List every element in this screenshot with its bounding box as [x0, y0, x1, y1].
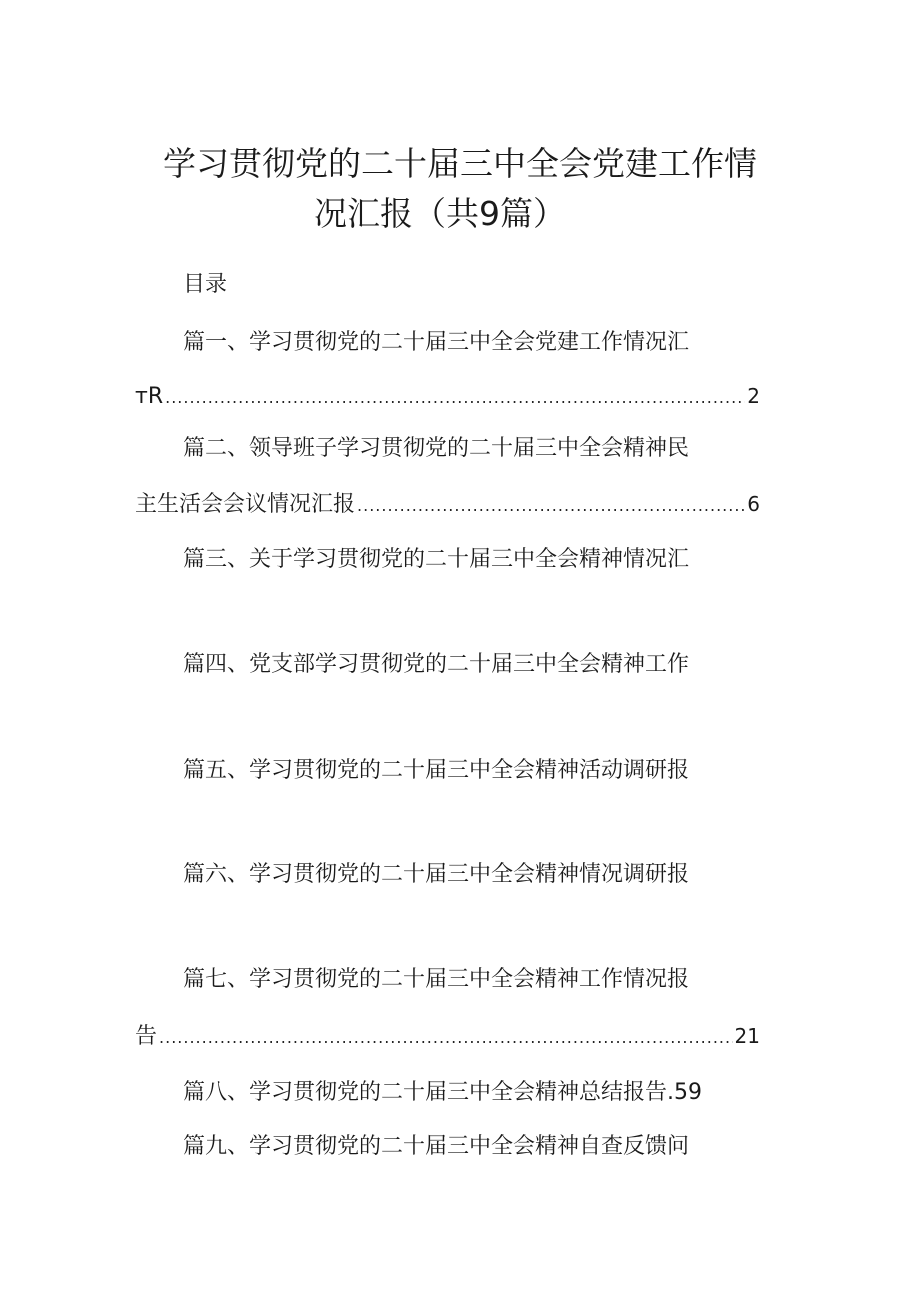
document-title-line-2: 况汇报（共9篇） — [314, 194, 566, 233]
toc-item-3[interactable]: 篇三、关于学习贯彻党的二十届三中全会精神情况汇 — [183, 547, 690, 572]
toc-leader-dots — [159, 1023, 733, 1053]
toc-item-1[interactable]: 篇一、学习贯彻党的二十届三中全会党建工作情况汇 — [183, 330, 690, 355]
toc-item-1-cont-text: тR — [135, 384, 164, 409]
toc-item-6[interactable]: 篇六、学习贯彻党的二十届三中全会精神情况调研报 — [183, 862, 690, 887]
toc-item-7-continuation[interactable] — [135, 1021, 760, 1053]
toc-item-2[interactable]: 篇二、领导班子学习贯彻党的二十届三中全会精神民 — [183, 436, 690, 461]
toc-item-2-cont-text: 主生活会会议情况汇报 — [135, 492, 356, 517]
document-title-line-1: 学习贯彻党的二十届三中全会党建工作情 — [163, 144, 757, 183]
toc-item-8[interactable]: 篇八、学习贯彻党的二十届三中全会精神总结报告.59 — [183, 1080, 702, 1105]
toc-item-7-page: 21 — [734, 1024, 760, 1048]
toc-item-5[interactable]: 篇五、学习贯彻党的二十届三中全会精神活动调研报 — [183, 758, 690, 783]
toc-leader-dots — [357, 491, 745, 521]
toc-item-4[interactable]: 篇四、党支部学习贯彻党的二十届三中全会精神工作 — [183, 652, 690, 677]
toc-item-9[interactable]: 篇九、学习贯彻党的二十届三中全会精神自查反馈问 — [183, 1134, 690, 1159]
toc-leader-dots — [165, 383, 745, 413]
toc-item-7-cont-text: 告 — [135, 1024, 158, 1049]
toc-item-1-page: 2 — [747, 384, 760, 408]
toc-item-7[interactable]: 篇七、学习贯彻党的二十届三中全会精神工作情况报 — [183, 967, 690, 992]
toc-item-2-continuation[interactable] — [135, 489, 760, 521]
toc-heading: 目录 — [183, 272, 228, 297]
toc-item-2-page: 6 — [747, 492, 760, 516]
toc-item-1-continuation[interactable] — [135, 381, 760, 413]
